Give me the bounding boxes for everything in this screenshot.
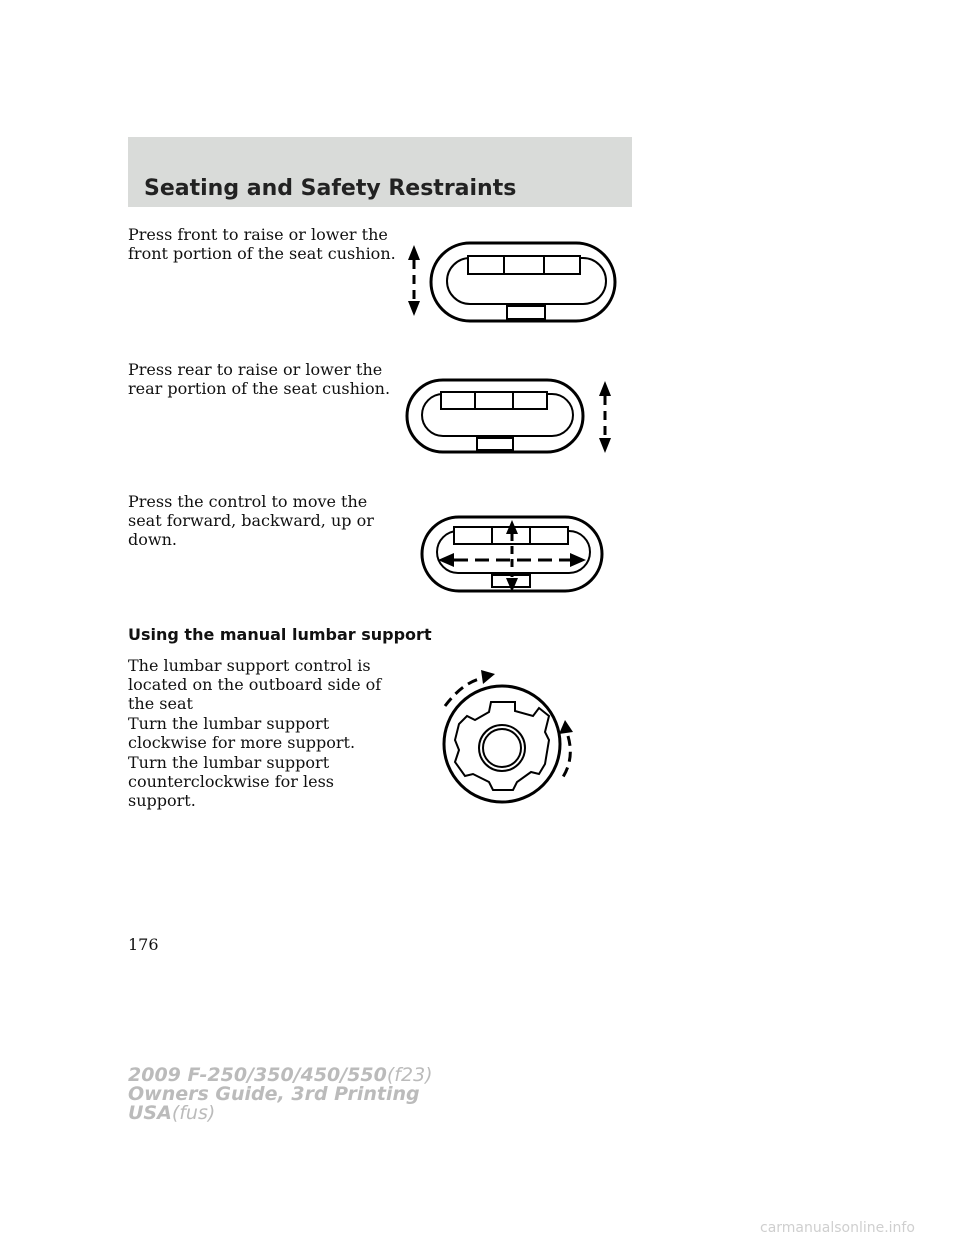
footer-model: 2009 F-250/350/450/550 <box>128 1064 387 1086</box>
front-cushion-control-illustration <box>400 240 620 325</box>
lumbar-knob-icon <box>444 686 560 802</box>
footer-market: USA <box>128 1102 172 1124</box>
footer-market-code: (fus) <box>171 1102 216 1124</box>
footer-print-info <box>128 1066 433 1123</box>
footer-guide: Owners Guide, 3rd Printing <box>128 1083 420 1105</box>
seat-switch-icon <box>407 380 583 452</box>
paragraph-lumbar-location: The lumbar support control is located on the outboard side of the seat <box>128 656 382 713</box>
rear-cushion-control-illustration <box>405 378 620 458</box>
paragraph-seat-control: Press the control to move the seat forward, backward, up or down. <box>128 492 374 549</box>
paragraph-rear-cushion: Press rear to raise or lower the rear portion of the seat cushion. <box>128 360 391 398</box>
seat-switch-icon <box>431 243 615 321</box>
footer-model-code: (f23) <box>386 1064 433 1086</box>
lumbar-knob-illustration <box>435 668 585 808</box>
paragraph-front-cushion: Press front to raise or lower the front portion of the seat cushion. <box>128 225 396 263</box>
paragraph-lumbar-clockwise: Turn the lumbar support clockwise for more support. <box>128 714 356 752</box>
four-way-control-illustration <box>420 515 610 595</box>
lumbar-heading: Using the manual lumbar support <box>128 625 432 644</box>
watermark: carmanualsonline.info <box>760 1220 915 1236</box>
section-title: Seating and Safety Restraints <box>144 176 517 201</box>
front-up-down-arrow-icon <box>408 245 420 316</box>
rear-up-down-arrow-icon <box>599 381 611 453</box>
paragraph-lumbar-counterclockwise: Turn the lumbar support counterclockwise for less support. <box>128 753 334 810</box>
page-number: 176 <box>128 935 159 954</box>
